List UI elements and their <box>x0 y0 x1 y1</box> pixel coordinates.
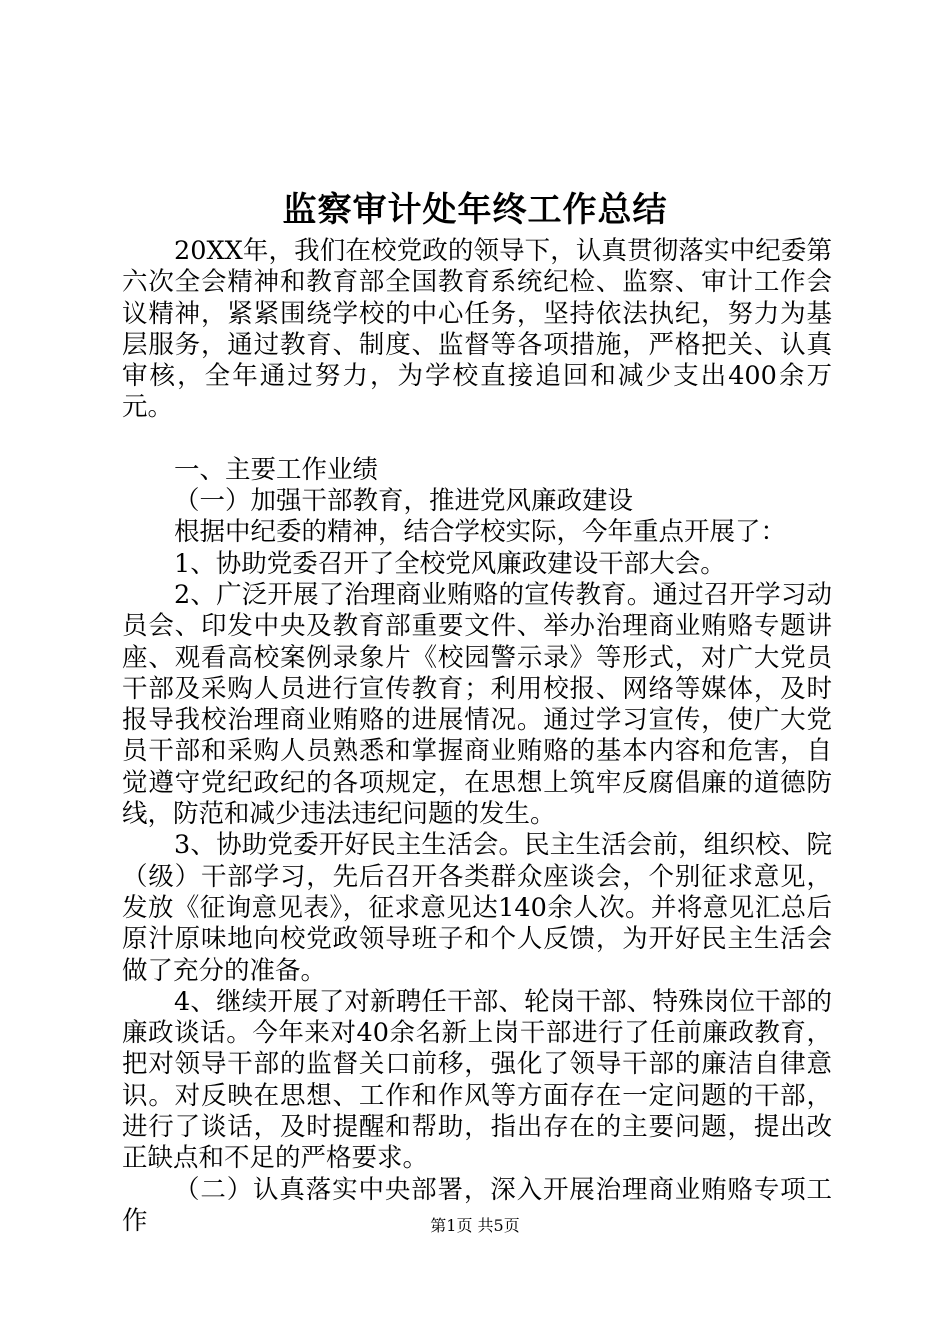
list-item: 3、协助党委开好民主生活会。民主生活会前，组织校、院（级）干部学习，先后召开各类群众座谈会，个别征求意见，发放《征询意见表》，征求意见达140余人次。并将意见汇总后原汁原味地向校党政领导班子和个人反馈，为开好民主生活会做了充分的准备。 <box>122 830 832 986</box>
list-item: 2、广泛开展了治理商业贿赂的宣传教育。通过召开学习动员会、印发中央及教育部重要文件、举办治理商业贿赂专题讲座、观看高校案例录象片《校园警示录》等形式，对广大党员干部及采购人员进行宣传教育；利用校报、网络等媒体，及时报导我校治理商业贿赂的进展情况。通过学习宣传，使广大党员干部和采购人员熟悉和掌握商业贿赂的基本内容和危害，自觉遵守党纪政纪的各项规定，在思想上筑牢反腐倡廉的道德防线，防范和减少违法违纪问题的发生。 <box>122 579 832 830</box>
subsection-heading: （一）加强干部教育，推进党风廉政建设 <box>174 486 634 517</box>
paragraph-gap <box>122 424 832 455</box>
subsection-heading: （二）认真落实中央部署，深入开展治理商业贿赂专项工作 <box>122 1174 832 1236</box>
subsection-lead: 根据中纪委的精神，结合学校实际，今年重点开展了： <box>174 517 787 548</box>
list-item: 4、继续开展了对新聘任干部、轮岗干部、特殊岗位干部的廉政谈话。今年来对40余名新上岗干部进行了任前廉政教育，把对领导干部的监督关口前移，强化了领导干部的廉洁自律意识。对反映在思想、工作和作风等方面存在一定问题的干部，进行了谈话，及时提醒和帮助，指出存在的主要问题，提出改正缺点和不足的严格要求。 <box>122 986 832 1174</box>
page-number: 第1页 共5页 <box>430 1216 520 1235</box>
document-body <box>122 236 832 1237</box>
document-title: 监察审计处年终工作总结 <box>282 190 668 230</box>
list-item: 1、协助党委召开了全校党风廉政建设干部大会。 <box>174 548 726 579</box>
section-heading: 一、主要工作业绩 <box>174 454 379 485</box>
intro-paragraph: 20XX年，我们在校党政的领导下，认真贯彻落实中纪委第六次全会精神和教育部全国教育系统纪检、监察、审计工作会议精神，紧紧围绕学校的中心任务，坚持依法执纪，努力为基层服务，通过教育、制度、监督等各项措施，严格把关、认真审核，全年通过努力，为学校直接追回和减少支出400余万元。 <box>122 236 832 423</box>
